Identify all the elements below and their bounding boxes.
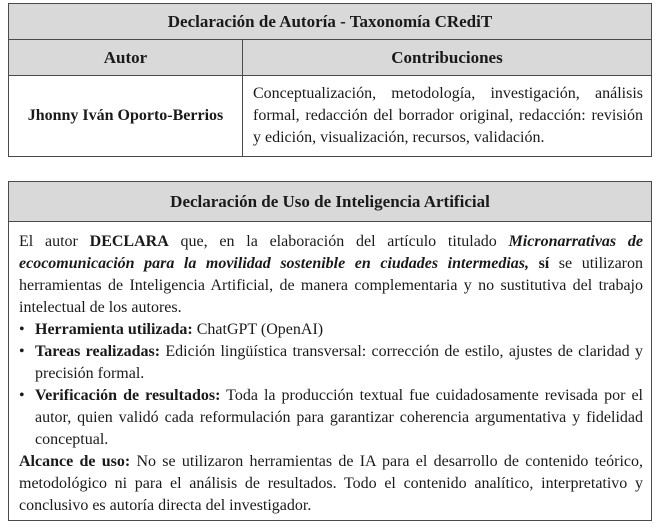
- verification-label: Verificación de resultados:: [35, 387, 221, 404]
- scope-paragraph: [19, 451, 643, 517]
- contributions-cell: Conceptualización, metodología, investigación, análisis formal, redacción del borrador original, redacción: revisión y edición, visualización, recursos, validación.: [253, 85, 643, 146]
- authorship-table-title: Declaración de Autoría - Taxonomía CRediT: [9, 4, 651, 40]
- tasks-label: Tareas realizadas:: [35, 343, 161, 360]
- bullet-icon: •: [19, 343, 25, 360]
- author-column-header: Autor: [9, 40, 243, 75]
- intro-middle: que, en la elaboración del artículo titulado: [168, 233, 509, 250]
- ai-declaration-intro: [19, 231, 643, 319]
- authorship-table-header: [9, 40, 651, 76]
- tasks-text: Edición lingüística transversal: corrección de estilo, ajustes de claridad y precisión formal.: [35, 343, 644, 382]
- authorship-table: [8, 3, 652, 157]
- intro-prefix: El autor: [19, 233, 90, 250]
- intro-declares: DECLARA: [89, 233, 169, 250]
- list-item: [19, 385, 643, 451]
- table-row: [9, 76, 651, 156]
- verification-text: Toda la producción textual fue cuidadosamente revisada por el autor, quien validó cada reformulación para garantizar coherencia argumentativa y fidelidad conceptual.: [35, 387, 643, 448]
- bullet-icon: •: [19, 387, 25, 404]
- intro-suffix: se utilizaron herramientas de Inteligencia Artificial, de manera complementaria y no sustitutiva del trabajo intelectual de los autores.: [19, 255, 644, 316]
- scope-label: Alcance de uso:: [19, 453, 131, 470]
- list-item: [19, 319, 643, 341]
- ai-declaration-box: [8, 181, 652, 521]
- tool-label: Herramienta utilizada:: [35, 321, 193, 338]
- scope-text: No se utilizaron herramientas de IA para el desarrollo de contenido teórico, metodológico ni para el análisis de resultados. Todo el contenido analítico, interpretativo y conclusivo es autoría directa del investigador.: [19, 453, 644, 514]
- article-title: Micronarrativas de ecocomunicación para la movilidad sostenible en ciudades intermedias,: [19, 233, 644, 272]
- ai-declaration-content: [9, 222, 651, 517]
- tool-text: ChatGPT (OpenAI): [192, 321, 324, 338]
- contributions-column-header: Contribuciones: [391, 47, 503, 67]
- author-name-cell: Jhonny Iván Oporto-Berrios: [9, 76, 243, 156]
- ai-details-list: [19, 319, 643, 451]
- intro-emphasis: sí: [538, 255, 550, 272]
- bullet-icon: •: [19, 321, 25, 338]
- list-item: [19, 341, 643, 385]
- ai-declaration-title: Declaración de Uso de Inteligencia Artificial: [9, 182, 651, 222]
